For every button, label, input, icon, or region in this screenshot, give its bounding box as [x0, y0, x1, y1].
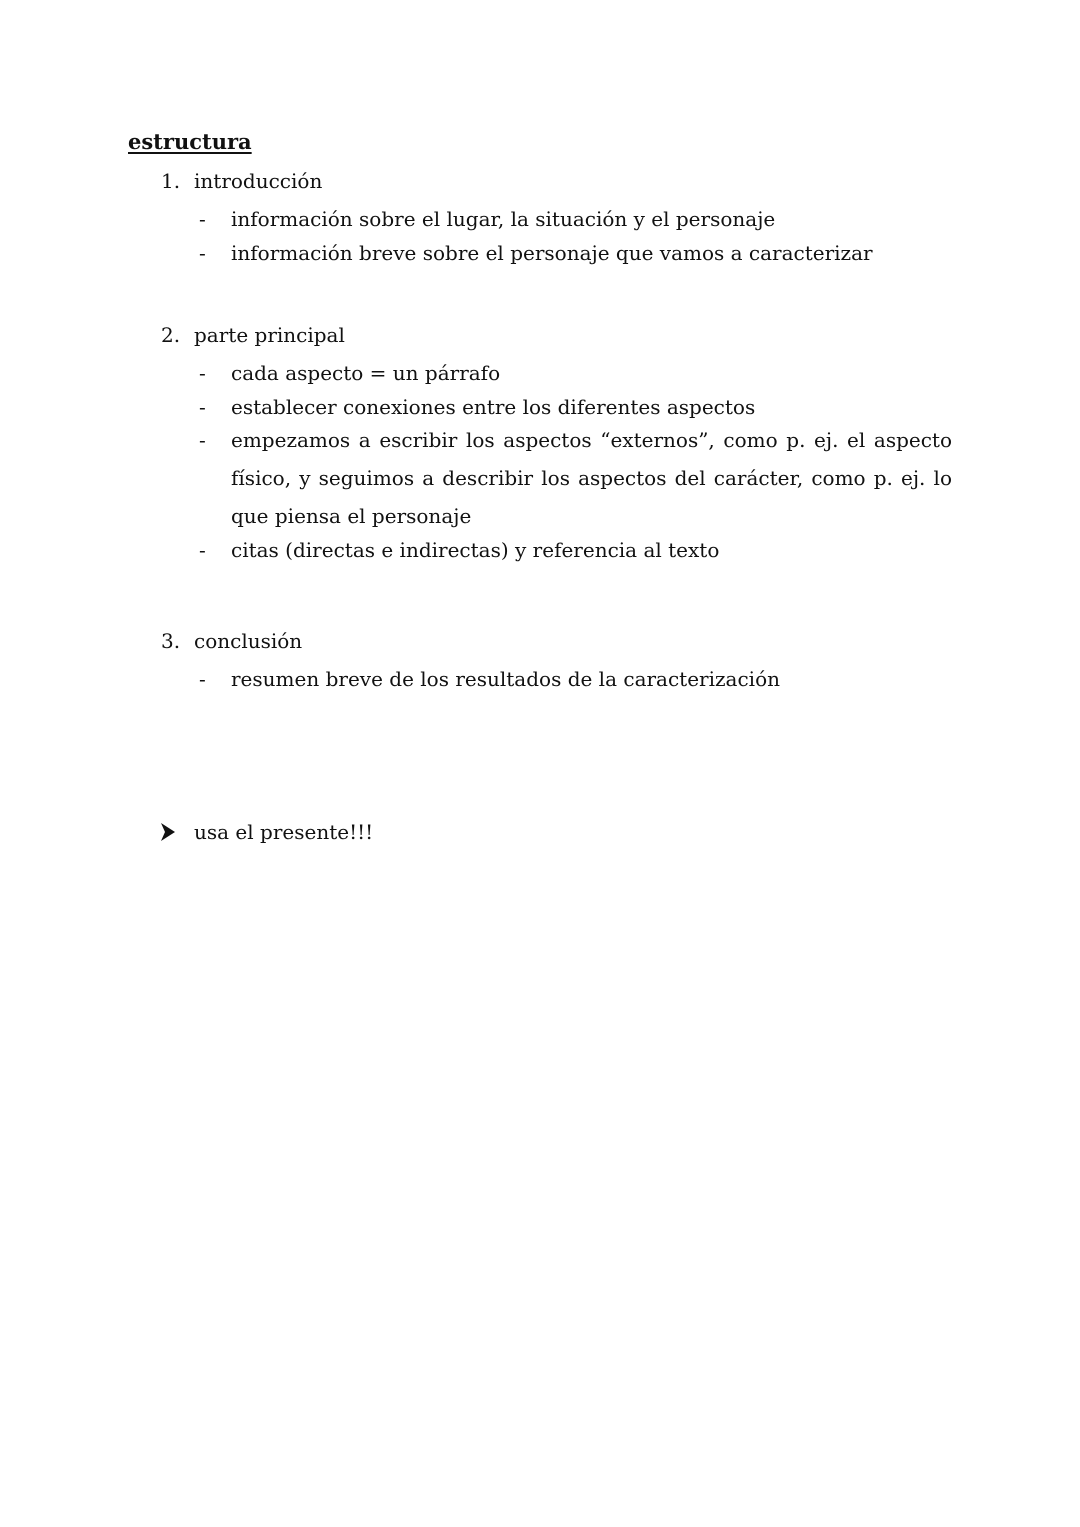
list-item	[128, 531, 952, 569]
bullet-list	[128, 354, 952, 569]
list-item-text: resumen breve de los resultados de la caracterización	[231, 667, 780, 692]
arrowhead-bullet-icon	[160, 822, 176, 842]
dash-marker: -	[199, 537, 206, 562]
list-item-text: establecer conexiones entre los diferentes aspectos	[231, 394, 756, 419]
dash-marker: -	[199, 427, 206, 452]
section-parte-principal	[128, 321, 952, 569]
list-item-text: información breve sobre el personaje que vamos a caracterizar	[231, 240, 873, 265]
section-number: 3.	[161, 629, 181, 653]
section-label: introducción	[194, 169, 323, 193]
section-number: 2.	[161, 323, 181, 347]
list-item	[128, 234, 952, 272]
list-item-text: empezamos a escribir los aspectos “externos”, como p. ej. el aspecto físico, y seguimos a describir los aspectos del carácter, como p. ej. lo que piensa el personaje	[231, 427, 952, 529]
dash-marker: -	[199, 667, 206, 692]
bullet-list	[128, 200, 952, 272]
list-item	[128, 660, 952, 698]
list-item-text: citas (directas e indirectas) y referencia al texto	[231, 537, 720, 562]
bullet-list	[128, 660, 952, 698]
section-label: conclusión	[194, 629, 303, 653]
section-conclusion	[128, 627, 952, 699]
section-number: 1.	[161, 169, 181, 193]
section-label: parte principal	[194, 323, 345, 347]
dash-marker: -	[199, 361, 206, 386]
list-item-text: cada aspecto = un párrafo	[231, 361, 501, 386]
dash-marker: -	[199, 394, 206, 419]
list-item	[128, 421, 952, 536]
section-introduccion	[128, 167, 952, 272]
list-item-text: información sobre el lugar, la situación y el personaje	[231, 207, 776, 232]
dash-marker: -	[199, 240, 206, 265]
dash-marker: -	[199, 207, 206, 232]
document-heading: estructura	[128, 129, 252, 154]
note-text: usa el presente!!!	[194, 820, 374, 844]
